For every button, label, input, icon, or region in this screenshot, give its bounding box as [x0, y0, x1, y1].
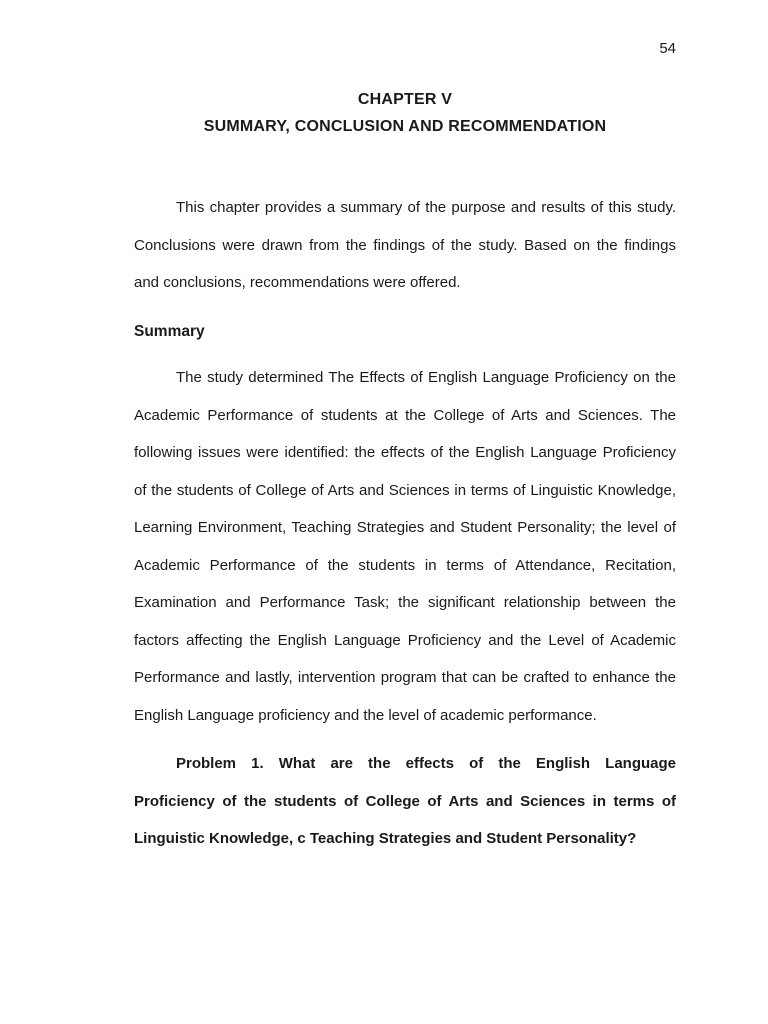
text-line: Conclusions were drawn from the findings of the study. Based on the findings	[134, 236, 676, 254]
chapter-title: SUMMARY, CONCLUSION AND RECOMMENDATION	[203, 118, 607, 135]
chapter-heading: CHAPTER V	[357, 91, 453, 108]
text-line: Academic Performance of the students in terms of Attendance, Recitation,	[134, 556, 676, 574]
text-line: Academic Performance of students at the College of Arts and Sciences. The	[134, 406, 676, 424]
text-line: and conclusions, recommendations were offered.	[134, 274, 461, 291]
text-line: This chapter provides a summary of the purpose and results of this study.	[176, 199, 676, 216]
text-line: Problem 1. What are the effects of the English Language	[176, 755, 676, 772]
text-line: following issues were identified: the effects of the English Language Proficiency	[134, 444, 676, 461]
summary-paragraph	[134, 359, 676, 734]
intro-paragraph	[134, 189, 676, 302]
text-line: English Language proficiency and the level of academic performance.	[134, 706, 597, 724]
page-number: 54	[659, 40, 676, 57]
problem-1-paragraph	[134, 745, 676, 858]
text-line: Performance and lastly, intervention program that can be crafted to enhance the	[134, 669, 676, 686]
text-line: of the students of College of Arts and Sciences in terms of Linguistic Knowledge,	[134, 481, 676, 499]
text-line: factors affecting the English Language Proficiency and the Level of Academic	[134, 631, 676, 649]
summary-section-heading: Summary	[134, 322, 205, 340]
text-line: The study determined The Effects of English Language Proficiency on the	[176, 369, 676, 386]
text-line: Examination and Performance Task; the significant relationship between the	[134, 594, 676, 611]
text-line: Learning Environment, Teaching Strategies and Student Personality; the level of	[134, 519, 676, 536]
text-line: Linguistic Knowledge, c Teaching Strategies and Student Personality?	[134, 830, 637, 847]
text-line: Proficiency of the students of College of Arts and Sciences in terms of	[134, 792, 676, 810]
